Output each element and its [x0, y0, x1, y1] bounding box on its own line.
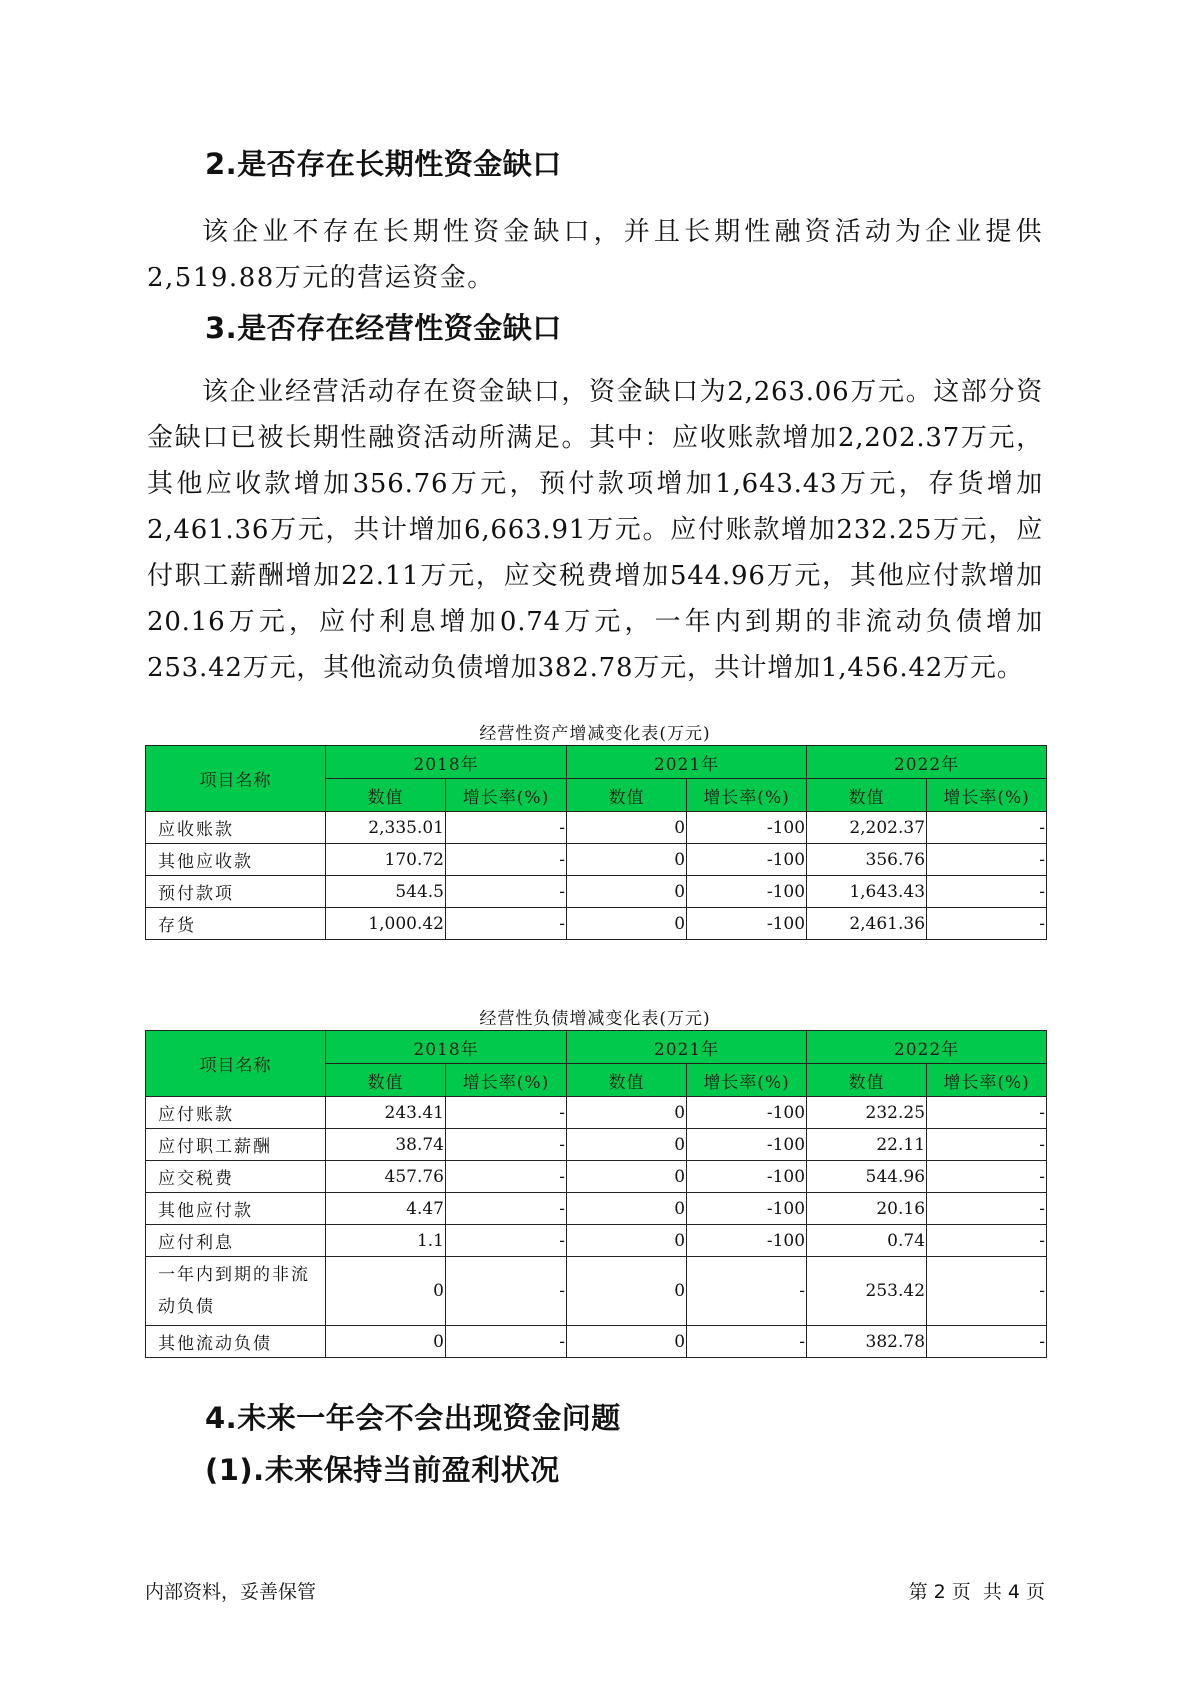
- row-name: 应付账款: [146, 1097, 326, 1129]
- section-4-heading: 4.未来一年会不会出现资金问题: [205, 1401, 621, 1435]
- cell: -: [927, 1326, 1047, 1358]
- cell: 2,461.36: [807, 908, 927, 940]
- table-row: [146, 1161, 1047, 1193]
- header-year: 2021年: [567, 1031, 807, 1064]
- cell: -: [927, 1193, 1047, 1225]
- row-name: 一年内到期的非流动负债: [146, 1257, 326, 1326]
- cell: -: [927, 1225, 1047, 1257]
- table-1-caption: 经营性资产增减变化表(万元): [479, 724, 711, 744]
- table-row: [146, 1326, 1047, 1358]
- header-year: 2022年: [807, 746, 1047, 779]
- cell: 20.16: [807, 1193, 927, 1225]
- cell: -: [927, 1257, 1047, 1326]
- cell: -: [446, 1257, 567, 1326]
- footer-page-number: 第 2 页 共 4 页: [908, 1581, 1045, 1603]
- cell: 0: [567, 1097, 687, 1129]
- cell: -: [687, 1257, 807, 1326]
- cell: 2,202.37: [807, 812, 927, 844]
- cell: -: [446, 812, 567, 844]
- header-value: 数值: [807, 779, 927, 812]
- cell: 356.76: [807, 844, 927, 876]
- cell: -: [446, 1161, 567, 1193]
- cell: -: [927, 908, 1047, 940]
- cell: 0: [567, 1193, 687, 1225]
- header-rate: 增长率(%): [446, 1064, 567, 1097]
- cell: 243.41: [326, 1097, 446, 1129]
- table-row: [146, 844, 1047, 876]
- cell: -100: [687, 908, 807, 940]
- row-name: 其他应收款: [146, 844, 326, 876]
- cell: -100: [687, 1161, 807, 1193]
- table-row: [146, 1097, 1047, 1129]
- header-item-name: 项目名称: [146, 1031, 326, 1097]
- table-row: [146, 812, 1047, 844]
- cell: -: [446, 1193, 567, 1225]
- cell: 0: [567, 876, 687, 908]
- cell: -: [446, 1129, 567, 1161]
- cell: -100: [687, 1097, 807, 1129]
- header-rate: 增长率(%): [687, 1064, 807, 1097]
- row-name: 其他流动负债: [146, 1326, 326, 1358]
- header-year: 2018年: [326, 746, 567, 779]
- cell: 1.1: [326, 1225, 446, 1257]
- cell: 22.11: [807, 1129, 927, 1161]
- cell: 0: [567, 1129, 687, 1161]
- cell: 544.5: [326, 876, 446, 908]
- header-rate: 增长率(%): [927, 1064, 1047, 1097]
- cell: -100: [687, 1129, 807, 1161]
- table-row: [146, 1193, 1047, 1225]
- table-row: [146, 908, 1047, 940]
- header-year: 2021年: [567, 746, 807, 779]
- cell: 0: [326, 1257, 446, 1326]
- cell: -: [446, 1326, 567, 1358]
- cell: 170.72: [326, 844, 446, 876]
- cell: -100: [687, 1225, 807, 1257]
- section-2-heading: 2.是否存在长期性资金缺口: [205, 147, 562, 181]
- section-2-paragraph: 该企业不存在长期性资金缺口，并且长期性融资活动为企业提供2,519.88万元的营运资金。: [147, 217, 1043, 293]
- table-row: [146, 1225, 1047, 1257]
- cell: 0.74: [807, 1225, 927, 1257]
- header-rate: 增长率(%): [446, 779, 567, 812]
- cell: -: [446, 1225, 567, 1257]
- cell: 0: [567, 844, 687, 876]
- table-row: [146, 1129, 1047, 1161]
- cell: 0: [567, 1161, 687, 1193]
- header-value: 数值: [807, 1064, 927, 1097]
- table-row: [146, 1257, 1047, 1326]
- cell: 0: [567, 1225, 687, 1257]
- header-value: 数值: [326, 1064, 446, 1097]
- cell: 1,643.43: [807, 876, 927, 908]
- cell: -100: [687, 844, 807, 876]
- cell: -: [927, 812, 1047, 844]
- table-row: [146, 876, 1047, 908]
- header-value: 数值: [326, 779, 446, 812]
- cell: 2,335.01: [326, 812, 446, 844]
- cell: 0: [567, 908, 687, 940]
- row-name: 应交税费: [146, 1161, 326, 1193]
- row-name: 应付利息: [146, 1225, 326, 1257]
- cell: -: [687, 1326, 807, 1358]
- cell: 0: [326, 1326, 446, 1358]
- row-name: 存货: [146, 908, 326, 940]
- section-4-subheading: (1).未来保持当前盈利状况: [205, 1453, 560, 1487]
- header-year: 2018年: [326, 1031, 567, 1064]
- cell: 253.42: [807, 1257, 927, 1326]
- cell: -: [446, 876, 567, 908]
- header-value: 数值: [567, 1064, 687, 1097]
- cell: 382.78: [807, 1326, 927, 1358]
- cell: -: [446, 1097, 567, 1129]
- cell: 232.25: [807, 1097, 927, 1129]
- header-value: 数值: [567, 779, 687, 812]
- cell: 0: [567, 1326, 687, 1358]
- cell: 0: [567, 812, 687, 844]
- footer-confidential-note: 内部资料，妥善保管: [145, 1581, 317, 1603]
- header-rate: 增长率(%): [687, 779, 807, 812]
- cell: 544.96: [807, 1161, 927, 1193]
- cell: -: [927, 844, 1047, 876]
- cell: 38.74: [326, 1129, 446, 1161]
- operating-liabilities-table: [145, 1030, 1047, 1358]
- cell: -100: [687, 812, 807, 844]
- row-name: 应收账款: [146, 812, 326, 844]
- header-rate: 增长率(%): [927, 779, 1047, 812]
- cell: -: [927, 1129, 1047, 1161]
- cell: -: [927, 1161, 1047, 1193]
- cell: 1,000.42: [326, 908, 446, 940]
- cell: -100: [687, 1193, 807, 1225]
- row-name: 应付职工薪酬: [146, 1129, 326, 1161]
- row-name: 预付款项: [146, 876, 326, 908]
- cell: -: [446, 908, 567, 940]
- cell: -100: [687, 876, 807, 908]
- cell: -: [927, 1097, 1047, 1129]
- header-year: 2022年: [807, 1031, 1047, 1064]
- section-3-heading: 3.是否存在经营性资金缺口: [205, 311, 562, 345]
- cell: -: [446, 844, 567, 876]
- cell: 4.47: [326, 1193, 446, 1225]
- table-2-caption: 经营性负债增减变化表(万元): [479, 1009, 711, 1029]
- header-item-name: 项目名称: [146, 746, 326, 812]
- cell: 0: [567, 1257, 687, 1326]
- cell: -: [927, 876, 1047, 908]
- row-name: 其他应付款: [146, 1193, 326, 1225]
- cell: 457.76: [326, 1161, 446, 1193]
- operating-assets-table: [145, 745, 1047, 940]
- section-3-paragraph: 该企业经营活动存在资金缺口，资金缺口为2,263.06万元。这部分资金缺口已被长期性融资活动所满足。其中：应收账款增加2,202.37万元，其他应收款增加356.76万元，预付款项增加1,643.43万元，存货增加2,461.36万元，共计增加6,663.91万元。应付账款增加232.25万元，应付职工薪酬增加22.11万元，应交税费增加544.96万元，其他应付款增加20.16万元，应付利息增加0.74万元，一年内到期的非流动负债增加253.42万元，其他流动负债增加382.78万元，共计增加1,456.42万元。: [147, 377, 1043, 683]
